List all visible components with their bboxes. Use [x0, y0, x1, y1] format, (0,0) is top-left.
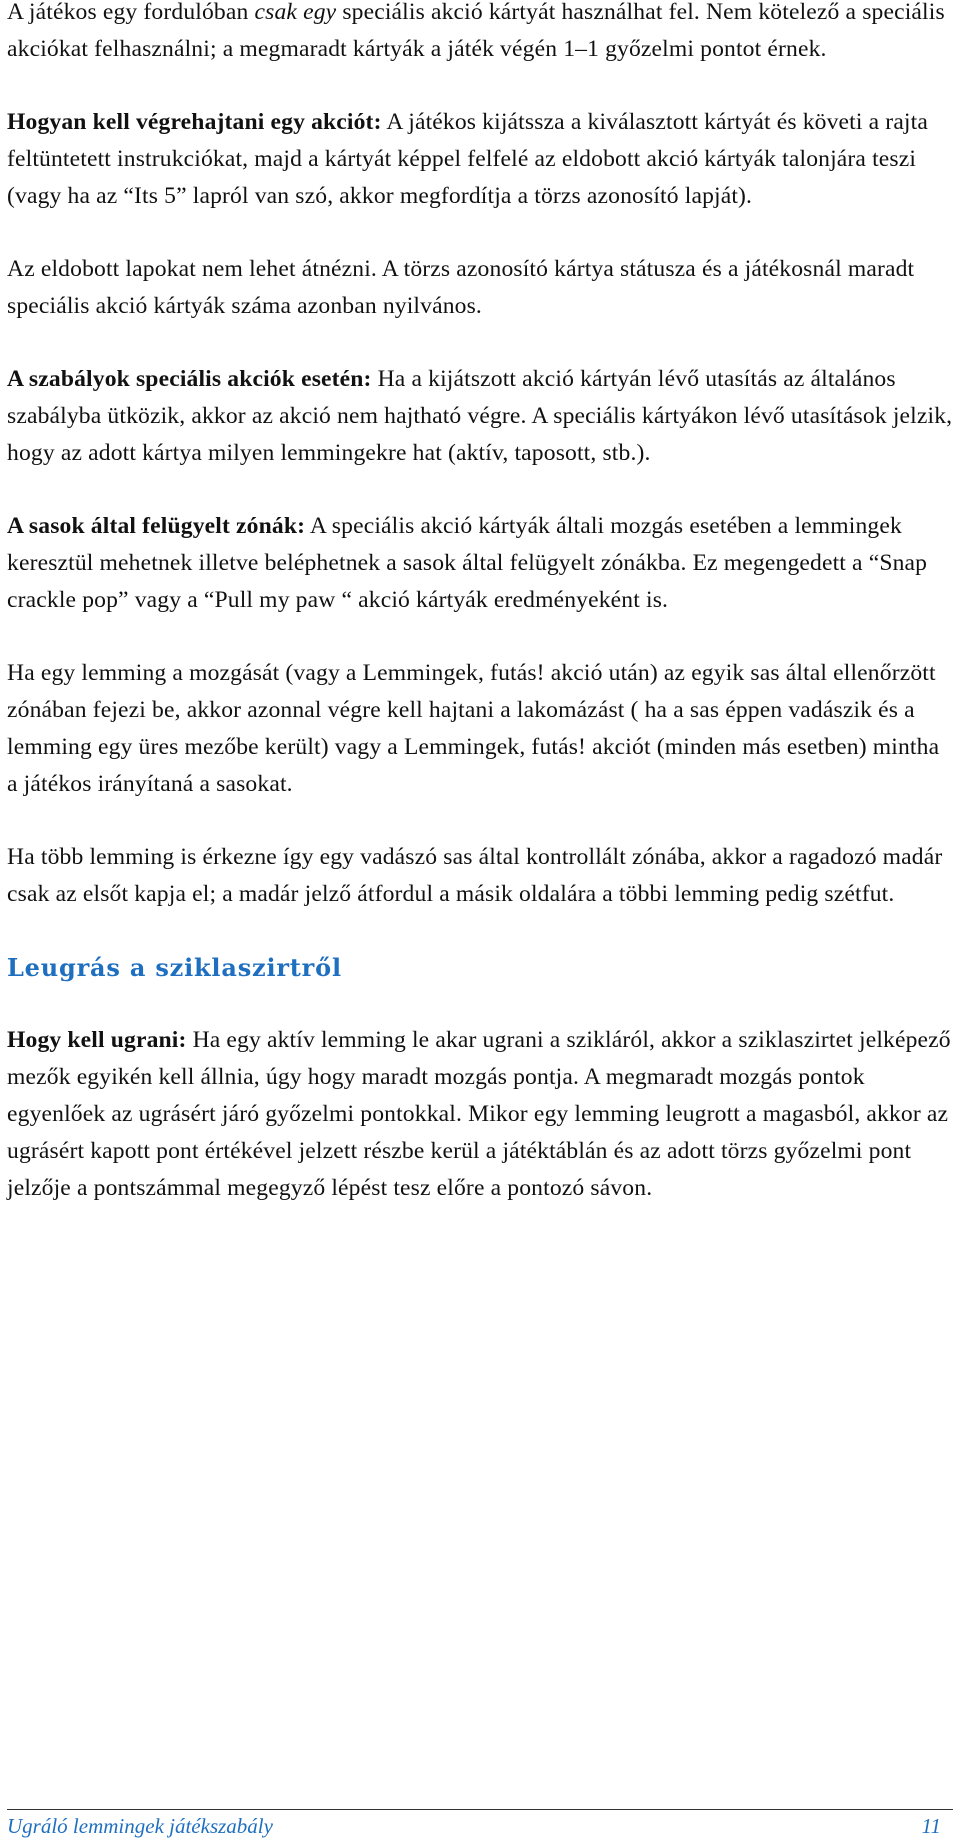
eagle-zones-paragraph: A sasok által felügyelt zónák: A speciális akció kártyák általi mozgás esetében a lemmingek keresztül mehetnek illetve beléphetnek a sasok által felügyelt zónákba. Ez megengedett a “Snap crackle pop” vagy a “Pull my paw “ akció kártyák eredményeként is. — [7, 513, 928, 613]
page-number: 11 — [921, 1814, 941, 1838]
jump-paragraph: Hogy kell ugrani: Ha egy aktív lemming le akar ugrani a szikláról, akkor a sziklaszirtet jelképező mezők egyikén kell állnia, úgy hogy maradt mozgás pontja. A megmaradt mozgás pontok egyenlőek az ugrásért járó győzelmi pontokkal. Mikor egy lemming leugrott a magasból, akkor az ugrásért kapott pont értékével jelzett részbe kerül a játéktáblán és az adott törzs győzelmi pont jelzője a pontszámmal megegyző lépést tesz előre a pontozó sávon. — [7, 1027, 951, 1201]
discard-paragraph: Az eldobott lapokat nem lehet átnézni. A törzs azonosító kártya státusza és a játékosnál maradt speciális akció kártyák száma azonban nyilvános. — [7, 256, 915, 319]
eagle-hunt-paragraph: Ha egy lemming a mozgását (vagy a Lemmingek, futás! akció után) az egyik sas által ellenőrzött zónában fejezi be, akkor azonnal végre kell hajtani a lakomázást ( ha a sas éppen vadászik és a lemming egy üres mezőbe került) vagy a Lemmingek, futás! akciót (minden más esetben) mintha a játékos irányítaná a sasokat. — [7, 660, 940, 797]
emphasis-only-one: csak egy — [254, 0, 337, 25]
jump-lead: Hogy kell ugrani: — [7, 1027, 187, 1053]
section-heading: Leugrás a sziklaszirtről — [7, 953, 342, 982]
footer-title: Ugráló lemmingek játékszabály — [7, 1814, 273, 1838]
eagle-zones-lead: A sasok által felügyelt zónák: — [7, 513, 306, 539]
document-page — [7, 0, 953, 1207]
rules-special-paragraph: A szabályok speciális akciók esetén: Ha a kijátszott akció kártyán lévő utasítás az általános szabályba ütközik, akkor az akció nem hajtható végre. A speciális kártyákon lévő utasítások jelzik, hogy az adott kártya milyen lemmingekre hat (aktív, taposott, stb.). — [7, 366, 953, 466]
multiple-lemmings-paragraph: Ha több lemming is érkezne így egy vadászó sas által kontrollált zónába, akkor a ragadozó madár csak az elsőt kapja el; a madár jelző átfordul a másik oldalára a többi lemming pedig szétfut. — [7, 844, 943, 907]
footer-divider — [7, 1809, 953, 1810]
intro-paragraph: A játékos egy fordulóban csak egy speciális akció kártyát használhat fel. Nem kötelező a speciális akciókat felhasználni; a megmaradt kártyák a játék végén 1–1 győzelmi pontot érnek. — [7, 0, 945, 62]
how-action-lead: Hogyan kell végrehajtani egy akciót: — [7, 109, 382, 135]
rules-special-lead: A szabályok speciális akciók esetén: — [7, 366, 372, 392]
how-action-paragraph: Hogyan kell végrehajtani egy akciót: A játékos kijátssza a kiválasztott kártyát és követi a rajta feltüntetett instrukciókat, majd a kártyát képpel felfelé az eldobott akció kártyák talonjára teszi (vagy ha az “Its 5” lapról van szó, akkor megfordítja a törzs azonosító lapját). — [7, 109, 928, 209]
